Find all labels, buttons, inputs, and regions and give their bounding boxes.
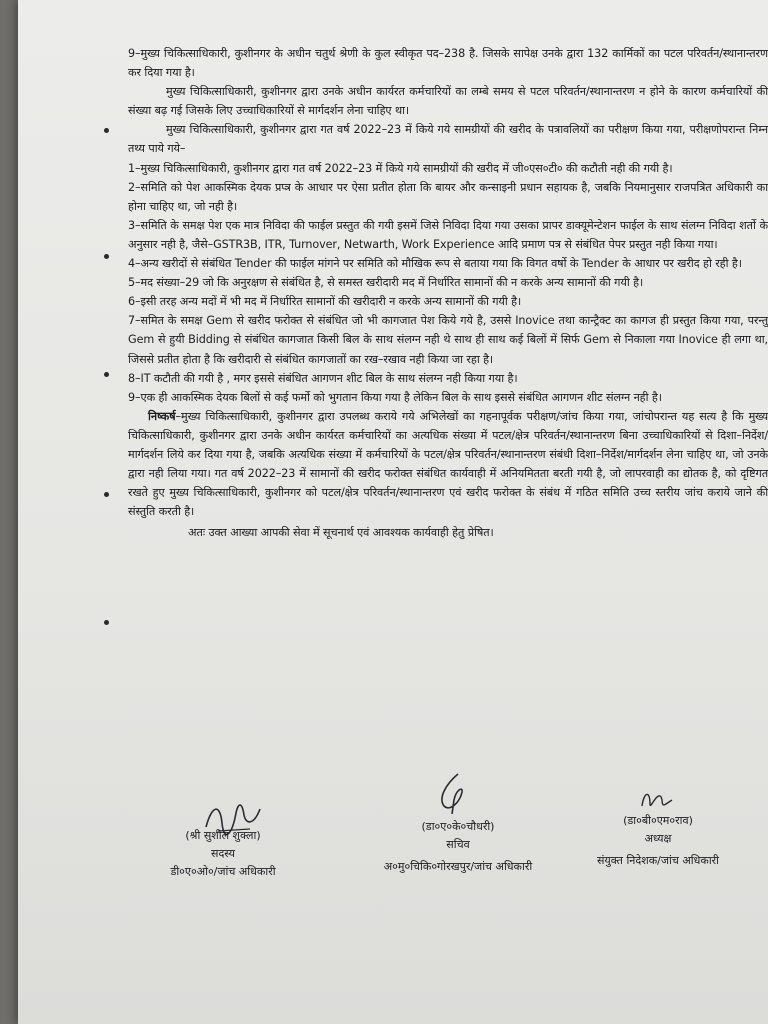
closing-line: अतः उक्त आख्या आपकी सेवा में सूचनार्थ एवं आवश्यक कार्यवाही हेतु प्रेषित। [188, 526, 494, 540]
conclusion-paragraph [128, 407, 768, 522]
signatory-designation: संयुक्त निदेशक/जांच अधिकारी [596, 854, 720, 867]
signatory-member [138, 827, 308, 881]
finding-point: 2–समिति को पेश आकस्मिक देयक प्रप्त्र के आधार पर ऐसा प्रतीत होता कि बायर और कन्साइनी प्रधान सहायक है, जबकि नियमानुसार राजपत्रित अधिकारी का होना चाहिए था, जो नही है। [128, 180, 768, 213]
document-page [18, 0, 768, 1024]
signatory-name: (डा०बी०एम०राव) [623, 814, 693, 827]
finding-point: 5–मद संख्या–29 जो कि अनुरक्षण से संबंधित है, से समस्त खरीदारी मद में निर्धारित सामानों की न करके अन्य सामानों की गयी है। [128, 276, 644, 290]
signatory-name: (श्री सुशील शुक्ला) [185, 829, 261, 842]
finding-point: 6–इसी तरह अन्य मदों में भी मद में निर्धारित सामानों की खरीदारी न करके अन्य सामानों की गयी है। [128, 295, 522, 309]
finding-point: 8–IT कटौती की गयी है , मगर इससे संबंधित आगणन शीट बिल के साथ संलग्न नही किया गया है। [128, 371, 518, 385]
report-body [128, 44, 768, 542]
paragraph: 9–मुख्य चिकित्साधिकारी, कुशीनगर के अधीन चतुर्थ श्रेणी के कुल स्वीकृत पद–238 है. जिसके सापेक्ष उनके द्वारा 132 कार्मिकों का पटल परिवर्तन/स्थानान्तरण कर दिया गया है। [128, 47, 768, 80]
signatory-designation: अ०मु०चिकि०गोरखपुर/जांच अधिकारी [383, 860, 533, 873]
signatory-role: सचिव [446, 838, 470, 851]
signature-scribble [428, 768, 478, 818]
signatory-designation: डी०ए०ओ०/जांच अधिकारी [170, 865, 276, 878]
paragraph: मुख्य चिकित्साधिकारी, कुशीनगर द्वारा उनके अधीन कार्यरत कर्मचारियों का लम्बे समय से पटल परिवर्तन/स्थानान्तरण न होने के कारण कर्मचारियों की संख्या बढ़ गई जिसके लिए उच्चाधिकारियों से मार्गदर्शन लेना चाहिए था। [128, 85, 768, 118]
signatory-chair [573, 812, 743, 870]
conclusion-text: –मुख्य चिकित्साधिकारी, कुशीनगर द्वारा उपलब्ध कराये गये अभिलेखों का गहनापूर्वक परीक्षण/जांच किया गया, जांचोपरान्त यह सत्य है कि मुख्य चिकित्साधिकारी, कुशीनगर द्वारा उनके अधीन कार्यरत कर्मचारियों का अत्यधिक संख्या में पटल/क्षेत्र परिवर्तन/स्थानान्तरण बिना उच्चाधिकारियों से दिशा–निर्देश/मार्गदर्शन लिये कर दिया गया है, जबकि अत्यधिक संख्या में कर्मचारियों के पटल/क्षेत्र परिवर्तन/स्थानान्तरण संबंधी दिशा–निर्देश/मार्गदर्शन लेना चाहिए था, जो उनके द्वारा नही लिया गया। गत वर्ष 2022–23 में सामानों की खरीद फरोक्त संबंधित कार्यवाही में अनियमितता बरती गयी है, जो लापरवाही का द्योतक है, को दृष्टिगत रखते हुए मुख्य चिकित्साधिकारी, कुशीनगर को पटल/क्षेत्र परिवर्तन/स्थानान्तरण एवं खरीद फरोक्त के संबंध में गठित समिति उच्च स्तरीय जांच कराये जाने की संस्तुति करती है। [128, 409, 768, 519]
signatory-role: अध्यक्ष [644, 832, 672, 845]
finding-point: 9–एक ही आकस्मिक देयक बिलों से कई फर्मो को भुगतान किया गया है लेकिन बिल के साथ इससे संबंधित आगणन शीट संलग्न नही है। [128, 390, 662, 404]
signatory-role: सदस्य [211, 847, 235, 860]
conclusion-label: निष्कर्ष [148, 409, 176, 423]
finding-point: 3–समिति के समक्ष पेश एक मात्र निविदा की फाईल प्रस्तुत की गयी इसमें जिसे निविदा दिया गया उसका प्रापर डाक्यूमेन्टेशन फाईल के साथ संलग्न निविदा शर्तो के अनुसार नही है, जैसे–GSTR3B, ITR, Turnover, Netwarth, Work Experience आदि प्रमाण पत्र से संबंधित पेपर प्रस्तुत नही किया गया। [128, 218, 768, 251]
signatory-secretary [358, 818, 558, 876]
finding-point: 1–मुख्य चिकित्साधिकारी, कुशीनगर द्वारा गत वर्ष 2022–23 में किये गये सामग्रीयों की खरीद में जी०एस०टी० की कटौती नही की गयी है। [128, 161, 673, 175]
finding-point: 7–समित के समक्ष Gem से खरीद फरोक्त से संबंधित जो भी कागजात पेश किये गये है, उससे Inovice तथा कान्ट्रैक्ट का कागज ही प्रस्तुत किया गया, परन्तु Gem से हुयी Bidding से संबंधित कागजात किसी बिल के साथ संलग्न नही थे साथ ही साथ कई बिलों में सिर्फ Gem से निकाला गया Inovice ही लगा था, जिससे प्रतीत होता है कि खरीदारी से संबंधित कागजातों का रख–रखाव नही किया जा रहा है। [128, 314, 768, 366]
signatory-name: (डा०ए०के०चौधरी) [421, 820, 495, 833]
margin-dot [104, 620, 109, 625]
margin-dot [104, 372, 109, 377]
margin-dot [104, 128, 109, 133]
paragraph: मुख्य चिकित्साधिकारी, कुशीनगर द्वारा गत वर्ष 2022–23 में किये गये सामग्रीयों की खरीद के पत्रावलियों का परीक्षण किया गया, परीक्षणोपरान्त निम्न तथ्य पाये गये– [128, 123, 768, 156]
margin-dot [104, 254, 109, 259]
finding-point: 4–अन्य खरीदों से संबंधित Tender की फाईल मांगने पर समिति को मौखिक रूप से बताया गया कि विगत वर्षो के Tender के आधार पर खरीद हो रही है। [128, 257, 742, 271]
margin-dot [104, 492, 109, 497]
